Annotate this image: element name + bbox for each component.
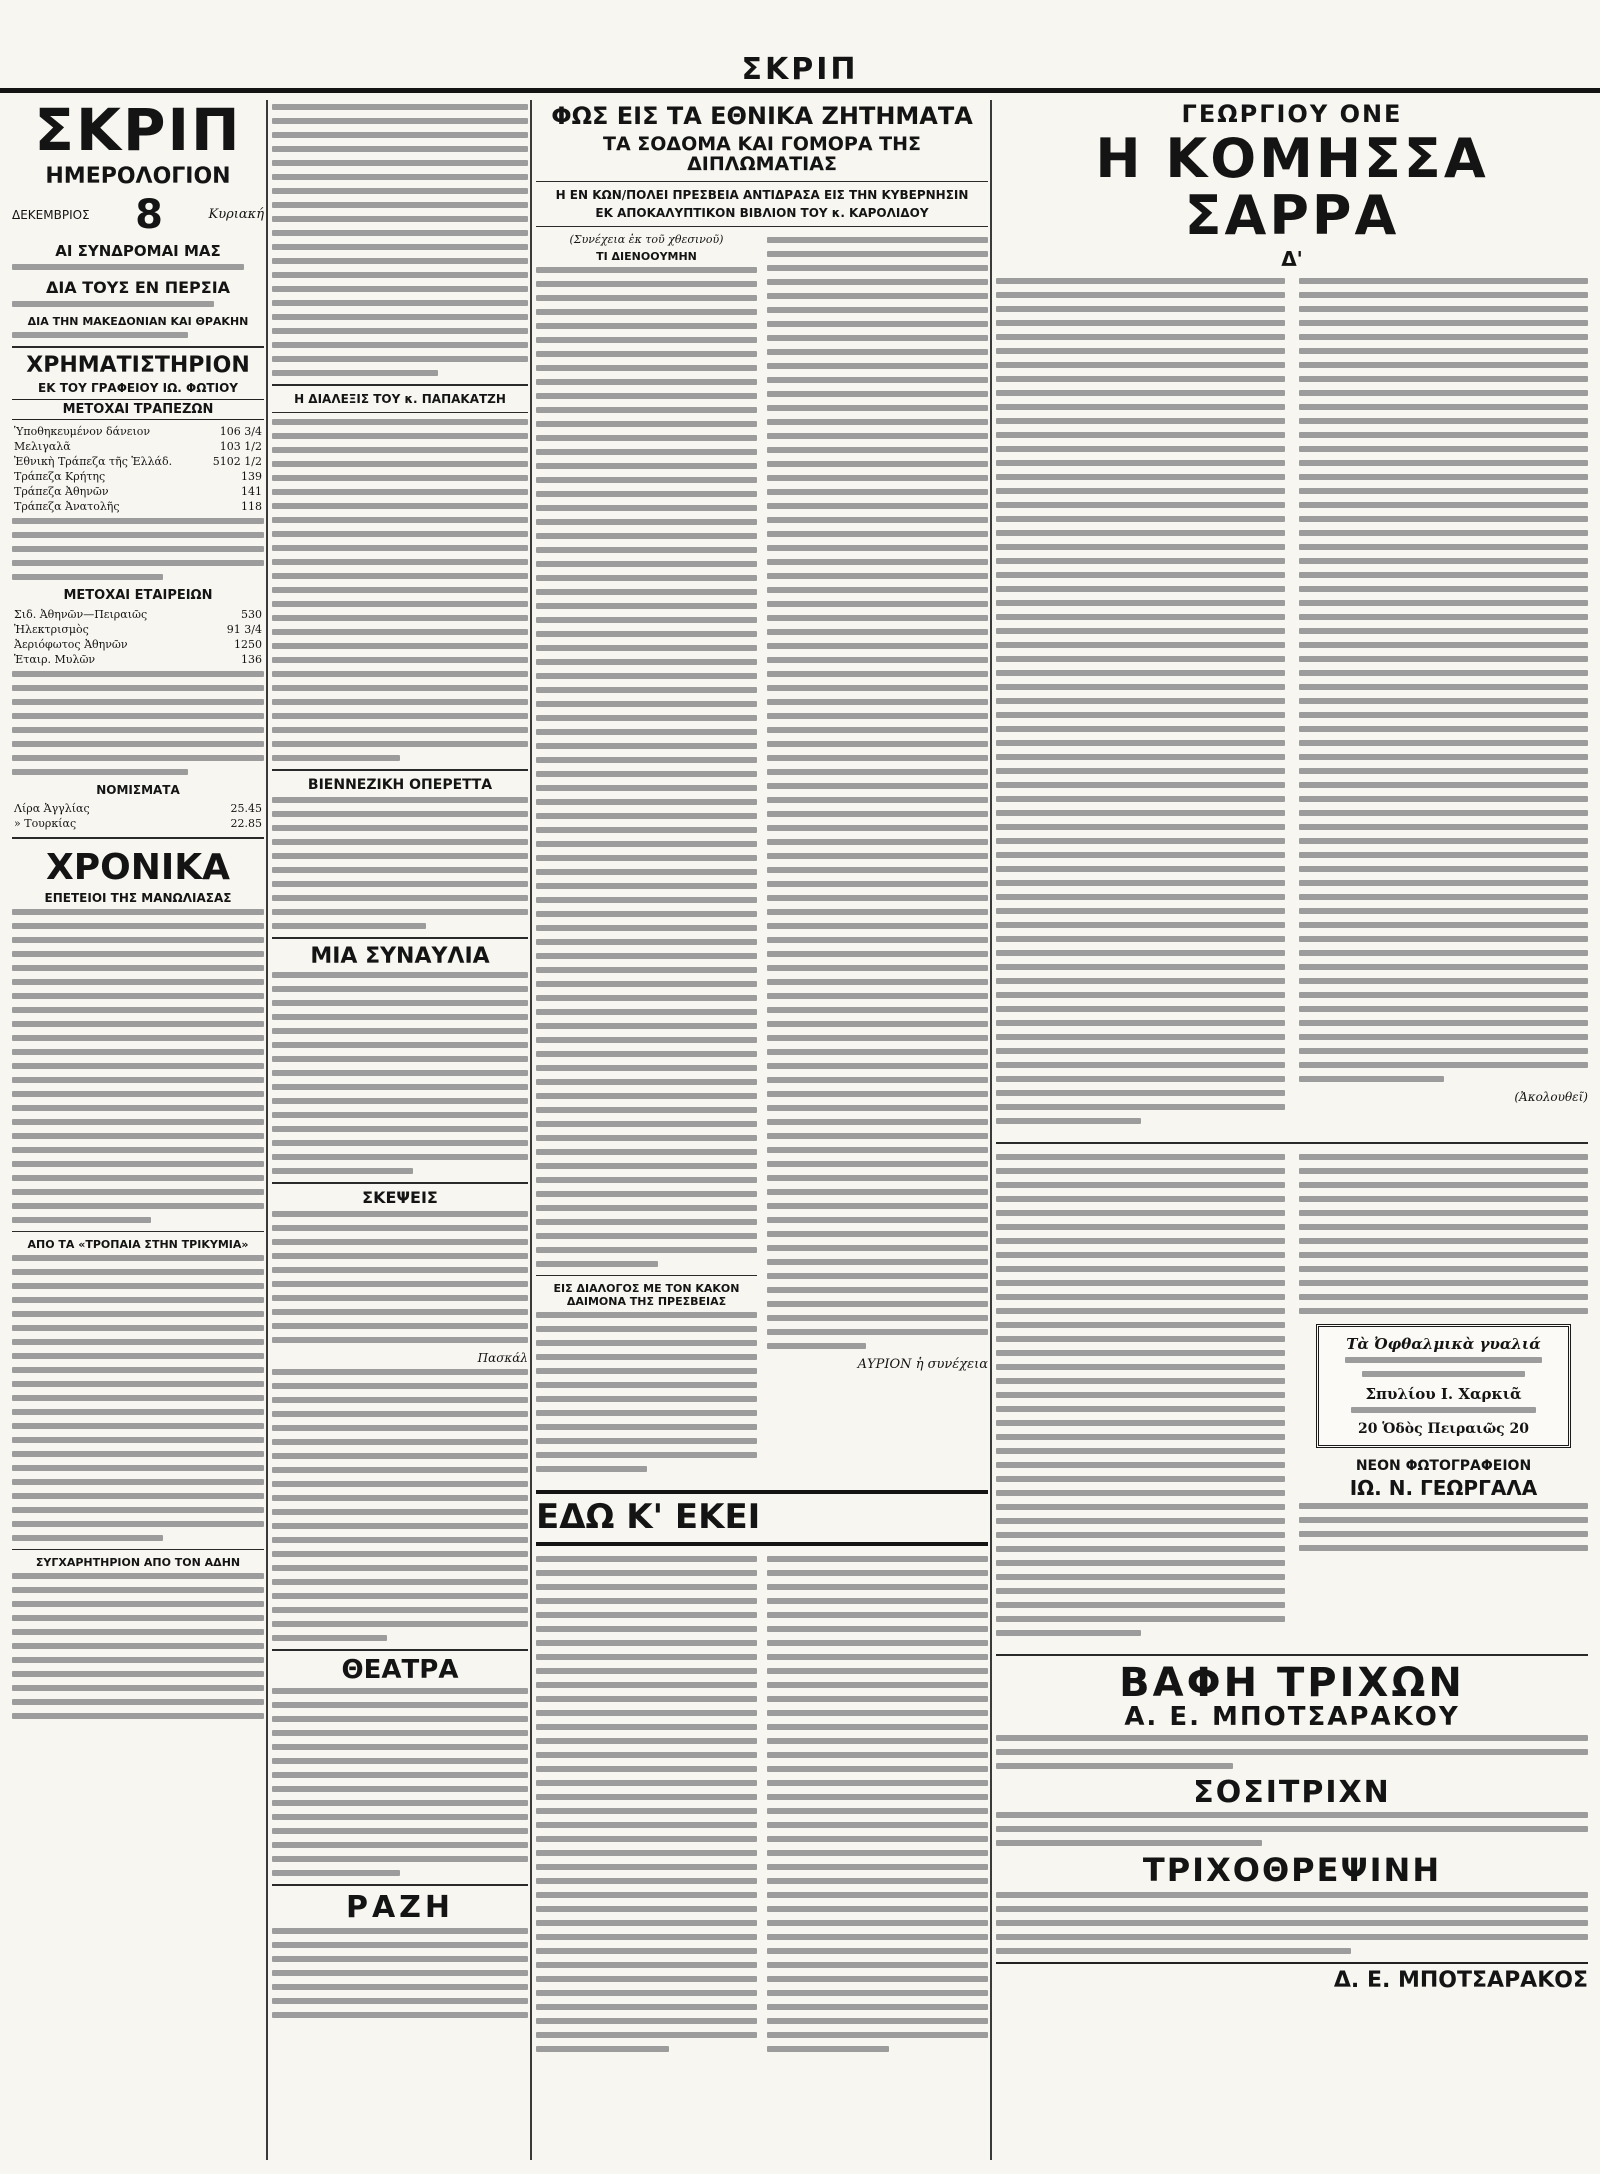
divider — [536, 226, 988, 227]
table-row: Ἑταιρ. Μυλῶν 136 — [14, 653, 262, 667]
text-block — [12, 671, 264, 775]
companies-title: ΜΕΤΟΧΑΙ ΕΤΑΙΡΕΙΩΝ — [63, 588, 213, 604]
macedonia-title: ΔΙΑ ΤΗΝ ΜΑΚΕΔΟΝΙΑΝ ΚΑΙ ΘΡΑΚΗΝ — [27, 314, 249, 328]
text-block — [767, 1556, 988, 2060]
serial-title: Η ΚΟΜΗΣΣΑ ΣΑΡΡΑ — [1095, 127, 1489, 247]
ad-hair-dye-title: ΒΑΦΗ ΤΡΙΧΩΝ — [1119, 1659, 1465, 1706]
table-row: Ἠλεκτρισμὸς 91 3/4 — [14, 623, 262, 637]
text-block — [996, 1154, 1285, 1644]
text-block — [767, 237, 988, 1349]
continued-note: (Συνέχεια ἐκ τοῦ χθεσινοῦ) — [569, 233, 724, 247]
chronika-subtitle: ΕΠΕΤΕΙΟΙ ΤΗΣ ΜΑΝΩΛΙΑΣΑΣ — [44, 890, 232, 905]
column-4 — [996, 100, 1588, 2160]
table-row: » Τουρκίας 22.85 — [14, 817, 262, 831]
headline-book: ΕΚ ΑΠΟΚΑΛΥΠΤΙΚΟΝ ΒΙΒΛΙΟΝ ΤΟΥ κ. ΚΑΡΟΛΙΔΟΥ — [595, 206, 929, 221]
edo-banner — [536, 1490, 988, 1546]
table-row: Λίρα Ἀγγλίας 25.45 — [14, 802, 262, 816]
text-block — [996, 1892, 1588, 1954]
headline-diplomacy: ΤΑ ΣΟΔΟΜΑ ΚΑΙ ΓΟΜΟΡΑ ΤΗΣ ΔΙΠΛΩΜΑΤΙΑΣ — [602, 133, 921, 176]
ad-photo-title: ΝΕΟΝ ΦΩΤΟΓΡΑΦΕΙΟΝ — [1355, 1457, 1532, 1474]
divider — [536, 1275, 757, 1276]
text-block — [272, 1211, 528, 1343]
column-2 — [272, 100, 528, 2160]
divider — [272, 1884, 528, 1886]
text-block — [996, 1735, 1588, 1769]
ads-column — [1299, 1150, 1588, 1648]
operetta-title: ΒΙΕΝΝΕΖΙΚΗ ΟΠΕΡΕΤΤΑ — [307, 777, 493, 793]
text-block — [272, 972, 528, 1174]
currency-table — [12, 801, 264, 831]
ad-optician-address: 20 Ὁδὸς Πειραιῶς 20 — [1357, 1420, 1530, 1437]
column-rule — [266, 100, 268, 2160]
divider — [272, 769, 528, 771]
ad-footer: Δ. Ε. ΜΠΟΤΣΑΡΑΚΟΣ — [996, 1962, 1588, 1993]
subscriptions-title: ΑΙ ΣΥΝΔΡΟΜΑΙ ΜΑΣ — [55, 241, 221, 260]
text-block — [272, 797, 528, 929]
trophies-title: ΑΠΟ ΤΑ «ΤΡΟΠΑΙΑ ΣΤΗΝ ΤΡΙΚΥΜΙΑ» — [27, 1237, 249, 1251]
divider — [536, 181, 988, 182]
banks-table — [12, 424, 264, 514]
dialogue-title: ΕΙΣ ΔΙΑΛΟΓΟΣ ΜΕ ΤΟΝ ΚΑΚΟΝ ΔΑΙΜΟΝΑ ΤΗΣ ΠΡΕΣΒΕΙΑΣ — [553, 1282, 740, 1309]
text-block — [12, 301, 264, 307]
table-row: Τράπεζα Ἀθηνῶν 141 — [14, 485, 262, 499]
text-block — [536, 267, 757, 1267]
ad-razi: ΡΑΖΗ — [345, 1890, 455, 1926]
adnis-title: ΣΥΓΧΑΡΗΤΗΡΙΟΝ ΑΠΟ ΤΟΝ ΑΔΗΝ — [35, 1555, 241, 1569]
text-block — [12, 332, 264, 338]
table-row: Ὑποθηκευμένον δάνειον 106 3/4 — [14, 425, 262, 439]
text-block — [996, 278, 1285, 1132]
article-col-right — [767, 233, 988, 1480]
divider — [272, 412, 528, 413]
text-block — [996, 1812, 1588, 1846]
text-block — [1299, 278, 1588, 1082]
persia-title: ΔΙΑ ΤΟΥΣ ΕΝ ΠΕΡΣΙΑ — [45, 277, 231, 297]
headline-embassy: Η ΕΝ ΚΩΝ/ΠΟΛΕΙ ΠΡΕΣΒΕΙΑ ΑΝΤΙΔΡΑΣΑ ΕΙΣ ΤΗΝ ΚΥΒΕΡΝΗΣΙΝ — [555, 188, 969, 203]
masthead-title: ΣΚΡΙΠ — [741, 52, 859, 87]
concert-title: ΜΙΑ ΣΥΝΑΥΛΙΑ — [310, 944, 490, 969]
text-block — [272, 1928, 528, 2018]
text-block — [536, 1556, 757, 2060]
table-row: Τράπεζα Κρήτης 139 — [14, 470, 262, 484]
divider — [272, 1182, 528, 1184]
article-columns — [536, 233, 988, 1480]
text-block — [272, 1369, 528, 1641]
logo: ΣΚΡΙΠ — [34, 100, 242, 164]
chronika-title: ΧΡΟΝΙΚΑ — [45, 847, 231, 889]
divider — [12, 1231, 264, 1232]
ad-trichothrepsini-title: ΤΡΙΧΟΘΡΕΨΙΝΗ — [1142, 1851, 1442, 1890]
weekday: Κυριακή — [208, 207, 264, 223]
divider — [996, 1142, 1588, 1144]
tomorrow-note: ΑΥΡΙΟΝ ἡ συνέχεια — [857, 1357, 988, 1373]
ad-optician-title: Τὰ Ὀφθαλμικὰ γυαλιά — [1346, 1334, 1541, 1353]
table-row: Μελιγαλᾶ 103 1/2 — [14, 440, 262, 454]
signature: Πασκάλ — [477, 1350, 528, 1365]
date-line — [12, 192, 264, 238]
edo-columns — [536, 1552, 988, 2064]
divider — [996, 1654, 1588, 1656]
ad-optician — [1316, 1324, 1570, 1448]
text-block — [12, 518, 264, 580]
exchange-subtitle: ΕΚ ΤΟΥ ΓΡΑΦΕΙΟΥ ΙΩ. ΦΩΤΙΟΥ — [38, 381, 238, 396]
text-block — [12, 1573, 264, 1719]
lower-columns — [996, 1150, 1588, 1648]
article-col-left — [536, 233, 757, 1480]
headline-light: ΦΩΣ ΕΙΣ ΤΑ ΕΘΝΙΚΑ ΖΗΤΗΜΑΤΑ — [551, 102, 973, 130]
serial-author: ΓΕΩΡΓΙΟΥ ΟΝΕ — [1181, 100, 1403, 128]
ad-sositrix-title: ΣΟΣΙΤΡΙΧΝ — [1193, 1774, 1391, 1810]
continued-note: (Ἀκολουθεῖ) — [1514, 1089, 1588, 1104]
almanac-title: ΗΜΕΡΟΛΟΓΙΟΝ — [45, 163, 231, 189]
column-3 — [536, 100, 988, 2160]
text-block — [12, 909, 264, 1223]
table-row: Τράπεζα Ἀνατολῆς 118 — [14, 500, 262, 514]
pappatzis-title: Η ΔΙΑΛΕΞΙΣ ΤΟΥ κ. ΠΑΠΑΚΑΤΖΗ — [294, 392, 506, 406]
text-block — [272, 419, 528, 761]
ad-optician-name: Σπυλίου Ι. Χαρκιᾶ — [1365, 1384, 1522, 1403]
text-block — [12, 264, 264, 270]
edo-title: ΕΔΩ Κ' ΕΚΕΙ — [536, 1497, 761, 1538]
month: ΔΕΚΕΜΒΡΙΟΣ — [12, 207, 90, 222]
column-rule — [990, 100, 992, 2160]
table-row: Ἀεριόφωτος Ἀθηνῶν 1250 — [14, 638, 262, 652]
divider — [272, 1649, 528, 1651]
divider — [272, 384, 528, 386]
masthead-rule — [0, 88, 1600, 93]
text-block — [1327, 1407, 1559, 1413]
companies-table — [12, 607, 264, 667]
text-block — [272, 104, 528, 376]
ad-hair-dye-name: Α. Ε. ΜΠΟΤΣΑΡΑΚΟΥ — [1124, 1701, 1460, 1732]
exchange-title: ΧΡΗΜΑΤΙΣΤΗΡΙΟΝ — [26, 352, 250, 378]
section-title: ΤΙ ΔΙΕΝΟΟΥΜΗΝ — [596, 250, 697, 264]
text-block — [272, 1688, 528, 1876]
serial-col-right — [1299, 274, 1588, 1136]
text-block — [536, 1312, 757, 1472]
divider — [12, 346, 264, 348]
table-row: Σιδ. Ἀθηνῶν—Πειραιῶς 530 — [14, 608, 262, 622]
table-row: Ἐθνικὴ Τράπεζα τῆς Ἑλλάδ. 5102 1/2 — [14, 455, 262, 469]
column-rule — [530, 100, 532, 2160]
day-number: 8 — [135, 191, 164, 238]
text-block — [1299, 1154, 1588, 1314]
column-1 — [12, 100, 264, 2160]
serial-columns — [996, 274, 1588, 1136]
ad-photo-name: ΙΩ. Ν. ΓΕΩΡΓΑΛΑ — [1349, 1475, 1538, 1500]
text-block — [1327, 1357, 1559, 1377]
theatres-title: ΘΕΑΤΡΑ — [341, 1654, 459, 1685]
banks-title: ΜΕΤΟΧΑΙ ΤΡΑΠΕΖΩΝ — [12, 399, 264, 420]
divider — [12, 837, 264, 839]
divider — [272, 937, 528, 939]
text-block — [12, 1255, 264, 1541]
thoughts-title: ΣΚΕΨΕΙΣ — [362, 1188, 438, 1208]
divider — [12, 1549, 264, 1550]
serial-chapter: Δ' — [1281, 246, 1303, 271]
text-block — [1299, 1503, 1588, 1551]
currency-title: ΝΟΜΙΣΜΑΤΑ — [96, 783, 180, 798]
